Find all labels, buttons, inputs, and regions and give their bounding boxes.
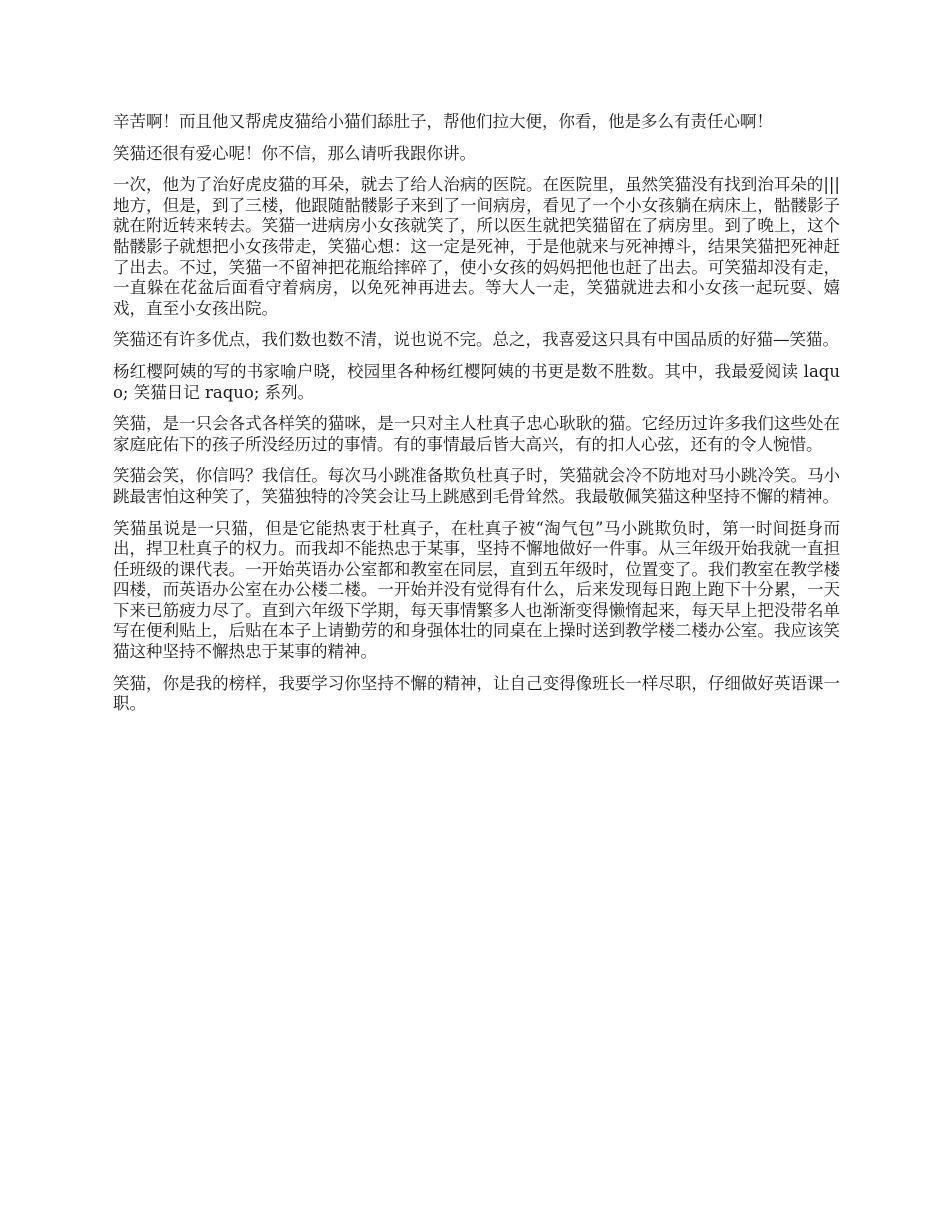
document-body (113, 112, 840, 726)
paragraph: 笑猫，你是我的榜样，我要学习你坚持不懈的精神，让自己变得像班长一样尽职，仔细做好英语课一职。 (113, 673, 840, 714)
paragraph: 一次，他为了治好虎皮猫的耳朵，就去了给人治病的医院。在医院里，虽然笑猫没有找到治耳朵的|||地方，但是，到了三楼，他跟随骷髅影子来到了一间病房，看见了一个小女孩躺在病床上，骷髅影子就在附近转来转去。笑猫一进病房小女孩就笑了，所以医生就把笑猫留在了病房里。到了晚上，这个骷髅影子就想把小女孩带走，笑猫心想：这一定是死神，于是他就来与死神搏斗，结果笑猫把死神赶了出去。不过，笑猫一不留神把花瓶给摔碎了，使小女孩的妈妈把他也赶了出去。可笑猫却没有走，一直躲在花盆后面看守着病房，以免死神再进去。等大人一走，笑猫就进去和小女孩一起玩耍、嬉戏，直至小女孩出院。 (113, 175, 840, 318)
paragraph: 杨红樱阿姨的写的书家喻户晓，校园里各种杨红樱阿姨的书更是数不胜数。其中，我最爱阅读 laquo; 笑猫日记 raquo; 系列。 (113, 361, 840, 402)
paragraph: 笑猫还有许多优点，我们数也数不清，说也说不完。总之，我喜爱这只具有中国品质的好猫—笑猫。 (113, 330, 839, 350)
paragraph: 辛苦啊！而且他又帮虎皮猫给小猫们舔肚子，帮他们拉大便，你看，他是多么有责任心啊！ (113, 112, 773, 131)
paragraph: 笑猫还很有爱心呢！你不信，那么请听我跟你讲。 (113, 143, 476, 163)
paragraph: 笑猫会笑，你信吗？我信任。每次马小跳准备欺负杜真子时，笑猫就会冷不防地对马小跳冷笑。马小跳最害怕这种笑了，笑猫独特的冷笑会让马上跳感到毛骨耸然。我最敬佩笑猫这种坚持不懈的精神。 (113, 466, 840, 506)
paragraph: 笑猫，是一只会各式各样笑的猫咪，是一只对主人杜真子忠心耿耿的猫。它经历过许多我们这些处在家庭庇佑下的孩子所没经历过的事情。有的事情最后皆大高兴，有的扣人心弦，还有的令人惋惜。 (113, 414, 840, 454)
paragraph: 笑猫虽说是一只猫，但是它能热衷于杜真子，在杜真子被“淘气包”马小跳欺负时，第一时间挺身而出，捍卫杜真子的权力。而我却不能热忠于某事，坚持不懈地做好一件事。从三年级开始我就一直担任班级的课代表。一开始英语办公室都和教室在同层，直到五年级时，位置变了。我们教室在教学楼四楼，而英语办公室在办公楼二楼。一开始并没有觉得有什么，后来发现每日跑上跑下十分累，一天下来已筋疲力尽了。直到六年级下学期，每天事情繁多人也渐渐变得懒惰起来，每天早上把没带名单写在便利贴上，后贴在本子上请勤劳的和身强体壮的同桌在上操时送到教学楼二楼办公室。我应该笑猫这种坚持不懈热忠于某事的精神。 (113, 518, 840, 662)
